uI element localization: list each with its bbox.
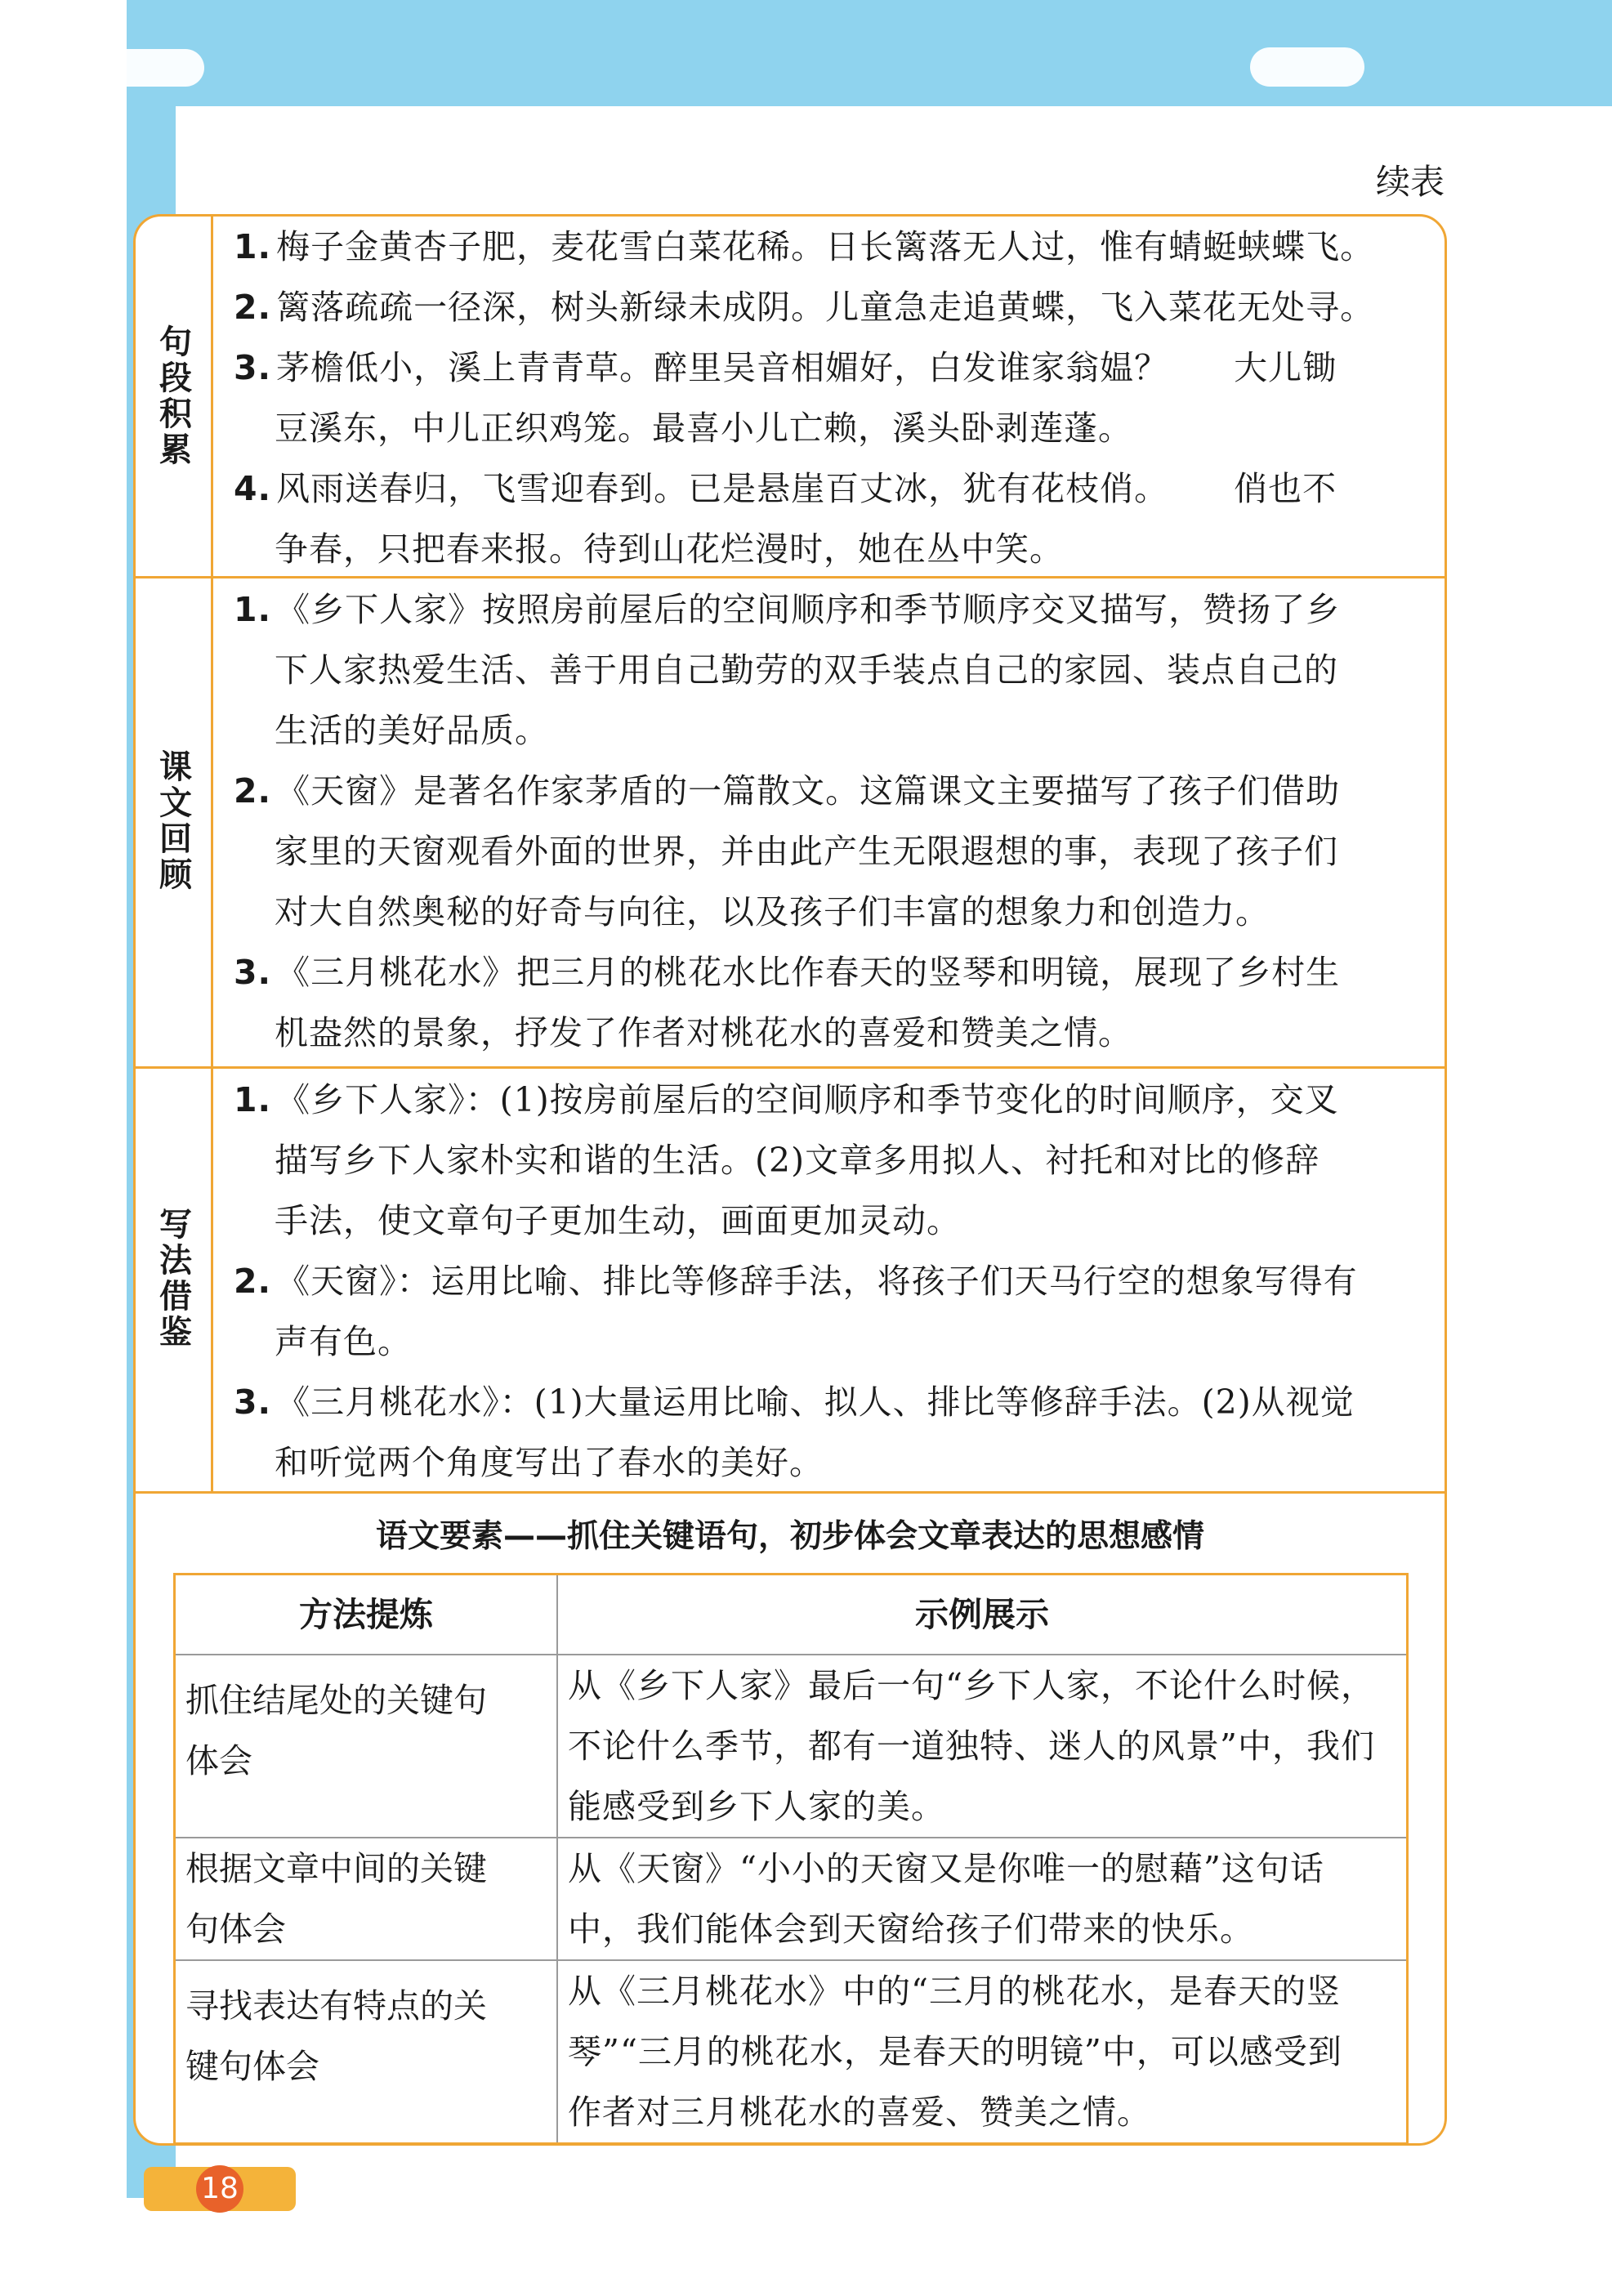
section-review [136,576,1445,1069]
section-label: 句段积累 [136,217,213,576]
text-line: 2. 《天窗》：运用比喻、排比等修辞手法，将孩子们天马行空的想象写得有 [234,1262,1358,1301]
example-cell: 从《三月桃花水》中的“三月的桃花水，是春天的竖 琴”“三月的桃花水，是春天的明镜”中，可以感受到 作者对三月桃花水的喜爱、赞美之情。 [557,1960,1408,2144]
section-phrases [136,217,1445,578]
cloud-decoration-left [106,49,204,87]
text-line: 2. 《天窗》是著名作家茅盾的一篇散文。这篇课文主要描写了孩子们借助 [234,771,1341,811]
text-line: 家里的天窗观看外面的世界，并由此产生无限遐想的事，表现了孩子们 [275,832,1338,871]
text-line: 4. 风雨送春归，飞雪迎春到。已是悬崖百丈冰，犹有花枝俏。 俏也不 [234,469,1337,508]
section-label: 写法借鉴 [136,1066,213,1491]
table-header: 方法提炼 [175,1575,558,1655]
text-line: 1. 《乡下人家》：(1)按房前屋后的空间顺序和季节变化的时间顺序，交叉 [234,1080,1339,1119]
method-cell: 根据文章中间的关键 句体会 [175,1838,558,1960]
text-line: 3. 茅檐低小，溪上青青草。醉里吴音相媚好，白发谁家翁媪？ 大儿锄 [234,348,1337,387]
text-line: 下人家热爱生活、善于用自己勤劳的双手装点自己的家园、装点自己的 [275,650,1338,690]
text-line: 3. 《三月桃花水》：(1)大量运用比喻、拟人、排比等修辞手法。(2)从视觉 [234,1383,1355,1422]
example-cell: 从《天窗》“小小的天窗又是你唯一的慰藉”这句话 中，我们能体会到天窗给孩子们带来的快乐。 [557,1838,1408,1960]
text-line: 手法，使文章句子更加生动，画面更加灵动。 [275,1201,961,1240]
method-table [173,1573,1409,2145]
text-line: 1. 《乡下人家》按照房前屋后的空间顺序和季节顺序交叉描写，赞扬了乡 [234,590,1341,629]
page-number: 18 [196,2165,243,2213]
text-line: 2. 篱落疏疏一径深，树头新绿未成阴。儿童急走追黄蝶，飞入菜花无处寻。 [234,288,1375,327]
text-line: 声有色。 [275,1322,412,1361]
text-line: 描写乡下人家朴实和谐的生活。(2)文章多用拟人、衬托和对比的修辞 [275,1141,1320,1180]
table-header-row [175,1575,1408,1655]
section-heading: 语文要素——抓住关键语句，初步体会文章表达的思想感情 [375,1518,1204,1555]
method-cell: 寻找表达有特点的关 键句体会 [175,1960,558,2144]
cloud-decoration-right [1250,47,1364,87]
continued-label: 续表 [1375,162,1445,202]
text-line: 机盎然的景象，抒发了作者对桃花水的喜爱和赞美之情。 [275,1013,1132,1052]
section-label: 课文回顾 [136,576,213,1066]
header-banner [127,0,1612,106]
table-row [175,1655,1408,1838]
content-frame [133,214,1447,2146]
example-cell: 从《乡下人家》最后一句“乡下人家，不论什么时候， 不论什么季节，都有一道独特、迷人的风景”中，我们 能感受到乡下人家的美。 [557,1655,1408,1838]
text-line: 对大自然奥秘的好奇与向往，以及孩子们丰富的想象力和创造力。 [275,892,1270,931]
text-line: 生活的美好品质。 [275,711,549,750]
method-cell: 抓住结尾处的关键句 体会 [175,1655,558,1838]
table-header: 示例展示 [557,1575,1408,1655]
text-line: 1. 梅子金黄杏子肥，麦花雪白菜花稀。日长篱落无人过，惟有蜻蜓蛱蝶飞。 [234,227,1375,266]
text-line: 3. 《三月桃花水》把三月的桃花水比作春天的竖琴和明镜，展现了乡村生 [234,953,1341,992]
table-row [175,1838,1408,1960]
table-row [175,1960,1408,2144]
text-line: 豆溪东，中儿正织鸡笼。最喜小儿亡赖，溪头卧剥莲蓬。 [275,409,1132,448]
text-line: 和听觉两个角度写出了春水的美好。 [275,1443,824,1482]
section-writing [136,1066,1445,1494]
text-line: 争春，只把春来报。待到山花烂漫时，她在丛中笑。 [275,529,1064,569]
